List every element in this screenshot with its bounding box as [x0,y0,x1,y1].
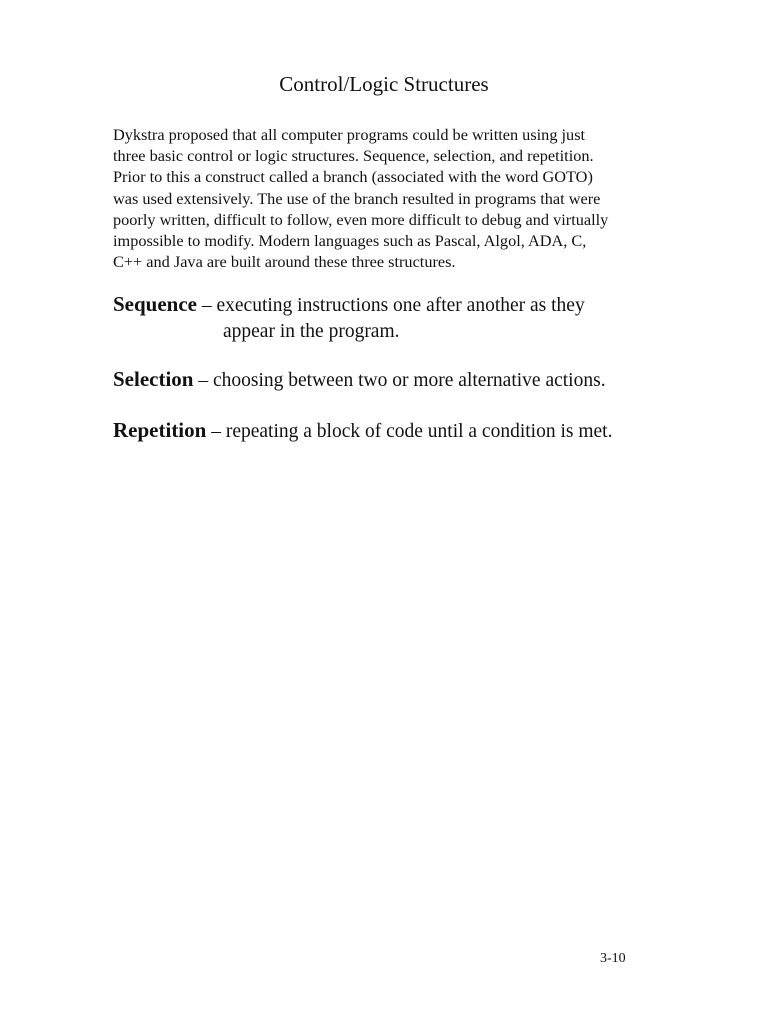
definition-continuation: appear in the program. [223,321,400,342]
intro-paragraph [113,124,653,272]
definition-selection [113,366,673,394]
definition-repetition [113,417,673,445]
intro-line: C++ and Java are built around these three structures. [113,252,456,272]
definition-text: – choosing between two or more alternative actions. [193,370,606,391]
definition-term: Sequence [113,292,197,316]
intro-line: impossible to modify. Modern languages such as Pascal, Algol, ADA, C, [113,231,587,251]
page-title: Control/Logic Structures [279,72,489,96]
definition-text: – repeating a block of code until a condition is met. [206,421,613,442]
page-number: 3-10 [600,951,626,966]
definition-sequence [113,291,673,345]
intro-line: poorly written, difficult to follow, even more difficult to debug and virtually [113,209,609,229]
intro-line: was used extensively. The use of the branch resulted in programs that were [113,188,601,208]
intro-line: Prior to this a construct called a branch (associated with the word GOTO) [113,167,593,187]
intro-line: Dykstra proposed that all computer programs could be written using just [113,125,586,144]
definition-term: Selection [113,367,194,391]
definition-text: – executing instructions one after another as they [197,295,585,316]
definition-term: Repetition [113,418,207,442]
intro-line: three basic control or logic structures. Sequence, selection, and repetition. [113,146,594,166]
